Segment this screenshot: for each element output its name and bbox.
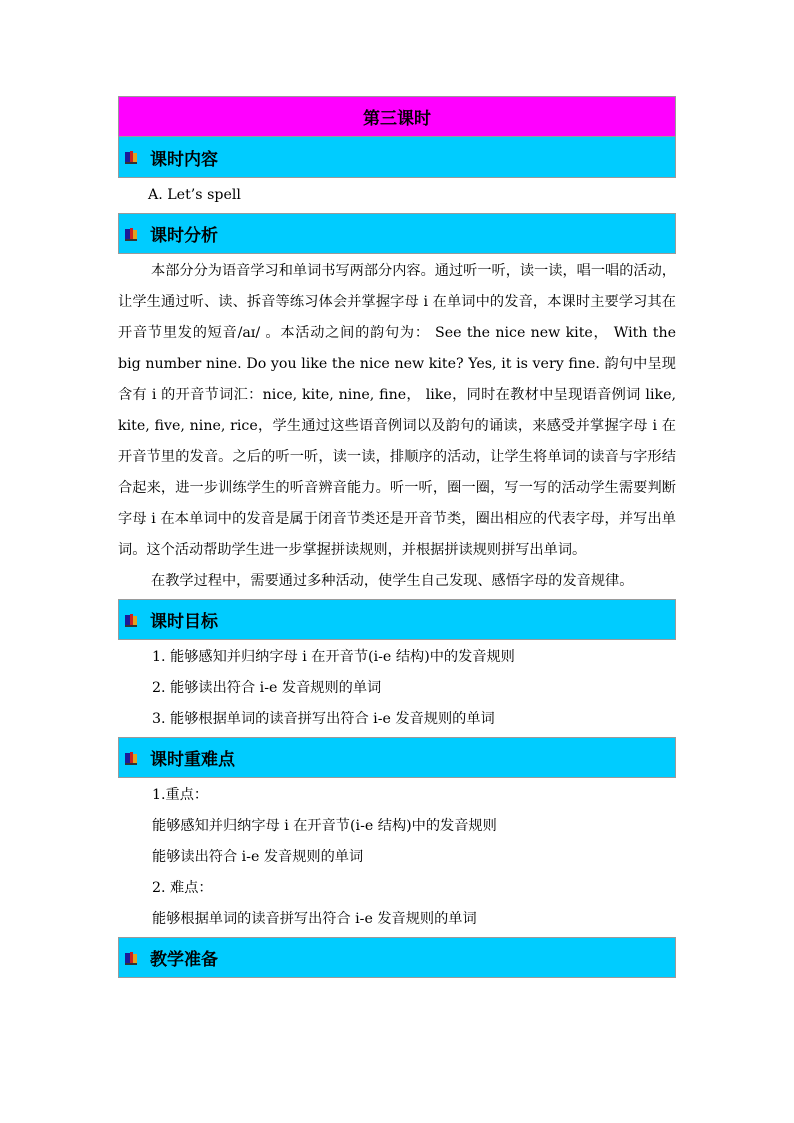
section-body-key-points: [118, 778, 676, 937]
book-stack-icon: [124, 613, 138, 627]
book-stack-icon: [124, 150, 138, 164]
content-line: A. Let’s spell: [148, 187, 241, 203]
book-stack-icon: [124, 751, 138, 765]
lesson-title: 第三课时: [363, 109, 431, 129]
lesson-title-bar: [118, 96, 676, 137]
key-point-line: 1.重点：: [152, 787, 209, 803]
goal-item: 1. 能够感知并归纳字母 i 在开音节(i-e 结构)中的发音规则: [152, 649, 515, 665]
key-point-line: 能够根据单词的读音拼写出符合 i-e 发音规则的单词: [152, 911, 477, 927]
goal-item: 3. 能够根据单词的读音拼写出符合 i-e 发音规则的单词: [152, 711, 495, 727]
section-heading-preparation: 教学准备: [150, 950, 218, 970]
section-body-goals: [118, 640, 676, 737]
section-bar-content: [118, 137, 676, 178]
section-bar-preparation: [118, 937, 676, 978]
section-heading-goals: 课时目标: [150, 612, 218, 632]
section-heading-analysis: 课时分析: [150, 226, 218, 246]
section-body-content: [118, 178, 676, 213]
book-stack-icon: [124, 227, 138, 241]
book-stack-icon: [124, 951, 138, 965]
key-point-line: 2. 难点：: [152, 880, 213, 896]
analysis-paragraph: 在教学过程中，需要通过多种活动，使学生自己发现、感悟字母的发音规律。: [151, 573, 634, 589]
section-bar-key-points: [118, 737, 676, 778]
section-bar-analysis: [118, 213, 676, 254]
section-heading-content: 课时内容: [150, 149, 218, 170]
section-body-analysis: [118, 254, 676, 599]
analysis-paragraph: 本部分分为语音学习和单词书写两部分内容。通过听一听，读一读，唱一唱的活动，让学生通过听、读、拆音等练习体会并掌握字母 i 在单词中的发音，本课时主要学习其在开音节里发的短音/aɪ/ 。本活动之间的韵句为： See the nice new kite， With the big number nine. Do you like the nice new kite? Yes, it is very fine. 韵句中呈现含有 i 的开音节词汇：nice, kite, nine, fine， like，同时在教材中呈现语音例词 like, kite, five, nine, rice，学生通过这些语音例词以及韵句的诵读，来感受并掌握字母 i 在开音节里的发音。之后的听一听，读一读，排顺序的活动，让学生将单词的读音与字形结合起来，进一步训练学生的听音辨音能力。听一听，圈一圈，写一写的活动学生需要判断字母 i 在本单词中的发音是属于闭音节类还是开音节类，圈出相应的代表字母，并写出单词。这个活动帮助学生进一步掌握拼读规则，并根据拼读规则拼写出单词。: [118, 263, 676, 558]
key-point-line: 能够读出符合 i-e 发音规则的单词: [152, 849, 364, 865]
section-bar-goals: [118, 599, 676, 640]
key-point-line: 能够感知并归纳字母 i 在开音节(i-e 结构)中的发音规则: [152, 818, 497, 834]
section-heading-key-points: 课时重难点: [150, 750, 235, 770]
goal-item: 2. 能够读出符合 i-e 发音规则的单词: [152, 680, 382, 696]
lesson-page: [118, 96, 676, 978]
